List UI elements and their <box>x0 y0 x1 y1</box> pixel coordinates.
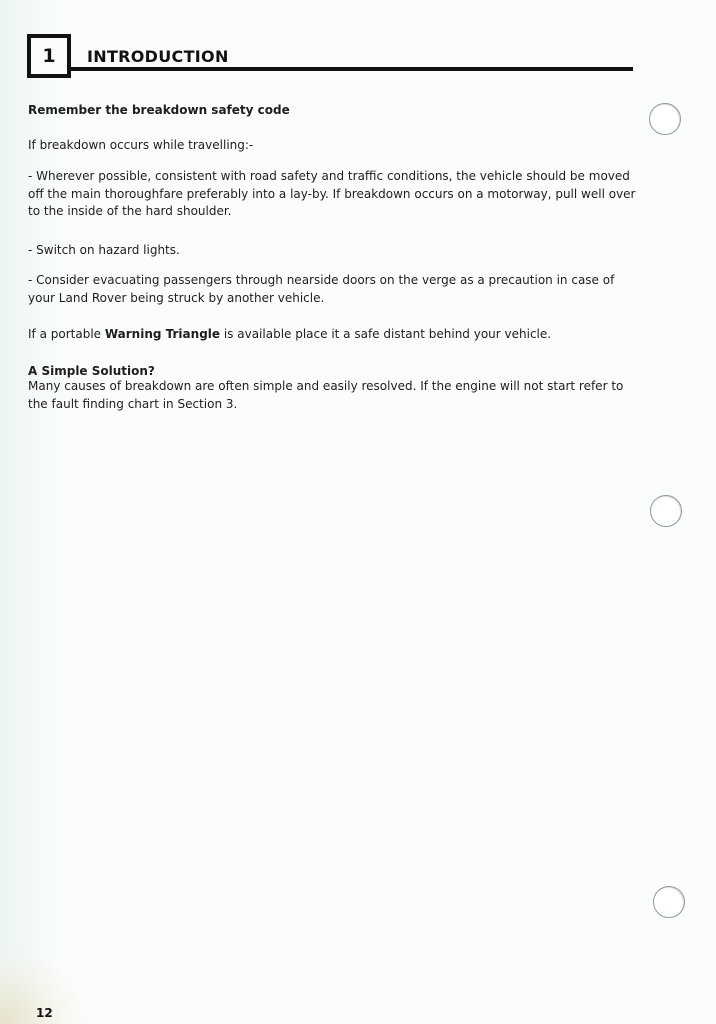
binder-hole-top <box>649 103 681 135</box>
simple-solution-text: Many causes of breakdown are often simple and easily resolved. If the engine will not start refer to the fault finding chart in Section 3. <box>28 379 624 411</box>
simple-solution-heading: A Simple Solution? <box>28 364 155 378</box>
warning-triangle-suffix: is available place it a safe distant behind your vehicle. <box>220 327 552 341</box>
binder-hole-middle <box>650 495 682 527</box>
safety-item-hazard-lights: - Switch on hazard lights. <box>28 243 180 257</box>
safety-item-move-vehicle: - Wherever possible, consistent with road safety and traffic conditions, the vehicle should be moved off the main thoroughfare preferably into a lay-by. If breakdown occurs on a motorway, pull well over to the inside of the hard shoulder. <box>28 169 636 218</box>
warning-triangle-term: Warning Triangle <box>104 327 221 341</box>
chapter-title: INTRODUCTION <box>87 47 229 66</box>
chapter-rule <box>67 67 633 71</box>
binder-hole-bottom <box>653 886 685 918</box>
warning-triangle-paragraph <box>28 326 638 344</box>
chapter-number: 1 <box>42 45 56 67</box>
safety-item-evacuate: - Consider evacuating passengers through nearside doors on the verge as a precaution in case of your Land Rover being struck by another vehicle. <box>28 273 615 305</box>
intro-line: If breakdown occurs while travelling:- <box>28 138 254 152</box>
warning-triangle-prefix: If a portable <box>28 327 105 341</box>
chapter-number-box <box>27 34 71 78</box>
safety-code-heading: Remember the breakdown safety code <box>28 103 290 117</box>
chapter-header <box>27 34 633 80</box>
page-number: 12 <box>36 1006 53 1020</box>
